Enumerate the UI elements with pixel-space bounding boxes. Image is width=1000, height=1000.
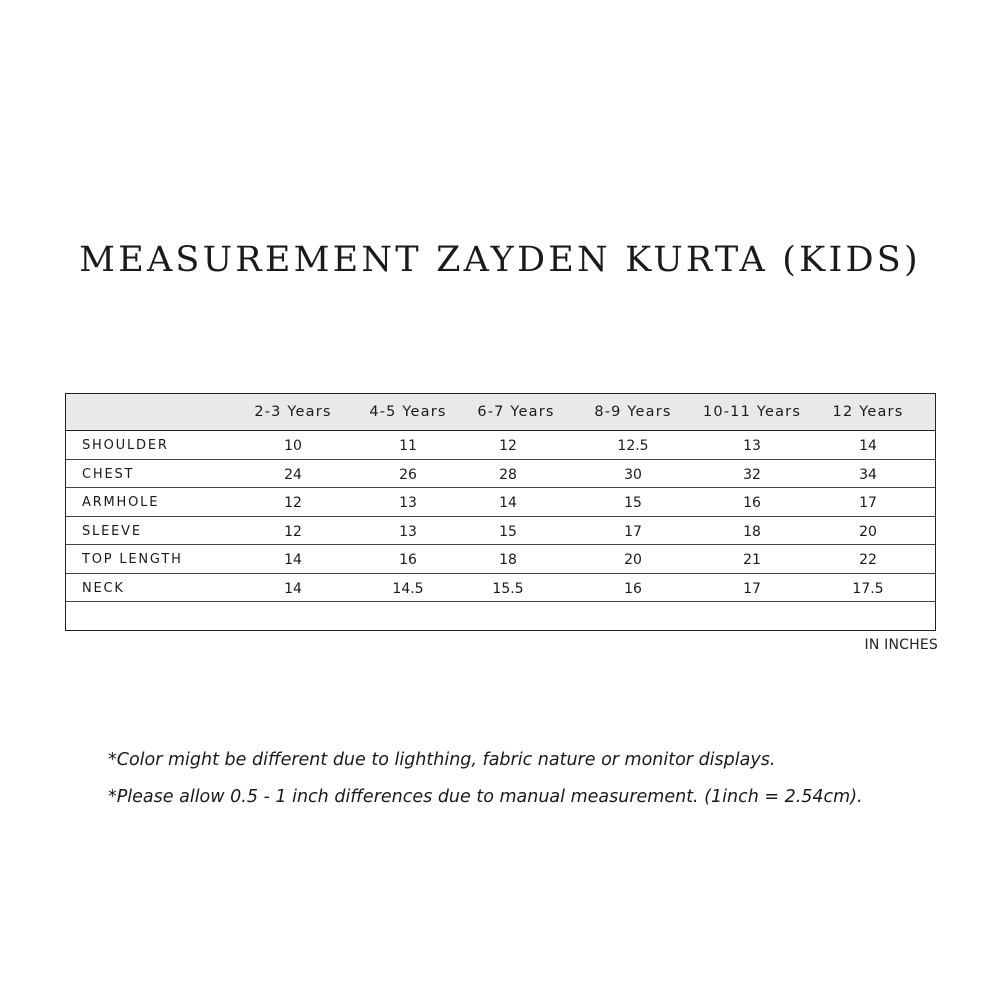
table-cell: 11 <box>399 438 417 454</box>
table-cell: 16 <box>624 580 642 597</box>
table-cell: 20 <box>624 552 642 568</box>
table-cell: 13 <box>399 523 417 540</box>
color-disclaimer: *Color might be different due to lighthing, fabric nature or monitor displays. <box>108 750 776 770</box>
table-cell: 14 <box>284 580 302 597</box>
table-cell: 17 <box>743 580 761 597</box>
table-row-chest <box>66 460 935 489</box>
column-header-10-11-years: 10-11 Years <box>702 404 802 420</box>
table-cell: 21 <box>743 552 761 568</box>
table-cell: 13 <box>399 495 417 511</box>
table-cell: 28 <box>499 466 517 483</box>
table-header-row <box>66 394 935 431</box>
table-cell: 16 <box>743 495 761 511</box>
column-header-4-5-years: 4-5 Years <box>369 404 447 420</box>
table-cell: 18 <box>743 523 761 540</box>
row-label: SHOULDER <box>82 438 169 453</box>
table-cell: 32 <box>743 466 761 483</box>
table-cell: 15 <box>624 495 642 511</box>
row-label: ARMHOLE <box>82 495 160 510</box>
table-cell: 14 <box>499 495 517 511</box>
column-header-2-3-years: 2-3 Years <box>254 404 332 420</box>
table-cell: 12 <box>284 495 302 511</box>
table-cell: 12.5 <box>617 438 649 454</box>
table-cell: 17.5 <box>852 580 884 597</box>
table-cell: 15.5 <box>492 580 524 597</box>
page-title: MEASUREMENT ZAYDEN KURTA (KIDS) <box>79 240 921 280</box>
table-cell: 14 <box>859 438 877 454</box>
table-cell: 16 <box>399 552 417 568</box>
table-cell: 24 <box>284 466 302 483</box>
row-label: NECK <box>82 580 125 596</box>
size-chart-table <box>65 393 936 631</box>
table-cell: 12 <box>499 438 517 454</box>
table-cell: 18 <box>499 552 517 568</box>
column-header-6-7-years: 6-7 Years <box>477 404 555 420</box>
table-cell: 22 <box>859 552 877 568</box>
table-row-neck <box>66 574 935 603</box>
table-row-sleeve <box>66 517 935 546</box>
table-cell: 10 <box>284 438 302 454</box>
table-row-top-length <box>66 545 935 574</box>
table-row-shoulder <box>66 431 935 460</box>
unit-note: IN INCHES <box>864 637 938 653</box>
column-header-8-9-years: 8-9 Years <box>594 404 672 420</box>
table-cell: 13 <box>743 438 761 454</box>
table-cell: 17 <box>859 495 877 511</box>
column-header-12-years: 12 Years <box>832 404 904 420</box>
row-label: CHEST <box>82 466 135 482</box>
row-label: SLEEVE <box>82 523 142 539</box>
table-cell: 17 <box>624 523 642 540</box>
table-cell: 14 <box>284 552 302 568</box>
table-cell: 26 <box>399 466 417 483</box>
table-cell: 34 <box>859 466 877 483</box>
table-cell: 30 <box>624 466 642 483</box>
table-cell: 15 <box>499 523 517 540</box>
table-cell: 20 <box>859 523 877 540</box>
table-row-armhole <box>66 488 935 517</box>
row-label: TOP LENGTH <box>82 552 183 567</box>
measurement-disclaimer: *Please allow 0.5 - 1 inch differences due to manual measurement. (1inch = 2.54cm). <box>108 787 863 807</box>
table-cell: 14.5 <box>392 580 424 597</box>
table-cell: 12 <box>284 523 302 540</box>
